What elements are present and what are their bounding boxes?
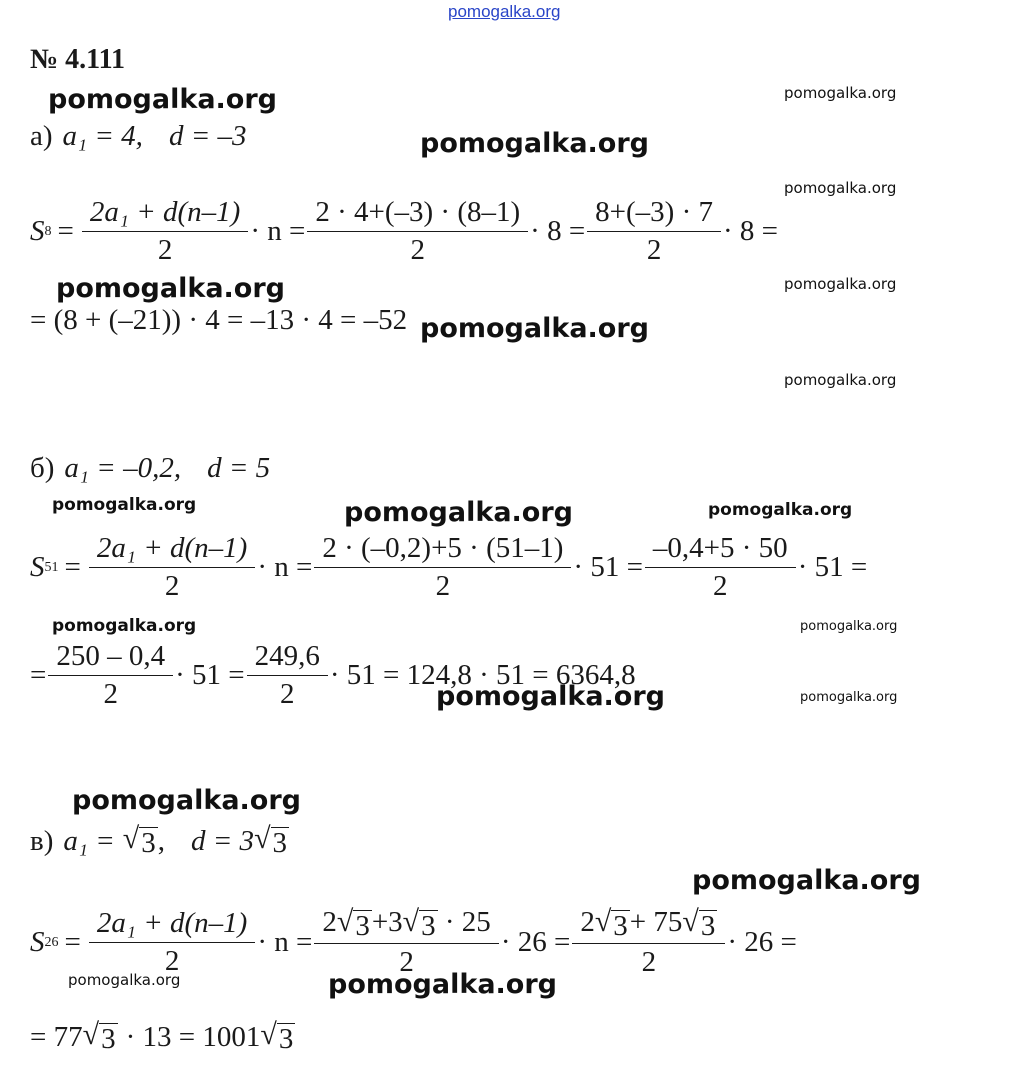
fraction: $\frac{\text{2a₁ + d(n–1)}}{2}$ [86, 196, 244, 267]
part-a-result [30, 304, 407, 337]
fraction: $\frac{8+(-3) \cdot 7}{2}$ [591, 196, 717, 267]
watermark: pomogalka.org [68, 971, 181, 989]
part-b-result [30, 640, 636, 711]
watermark: pomogalka.org [800, 619, 898, 634]
part-label: б) [30, 452, 55, 484]
fraction: $\frac{250 - 0,4}{2}$ [52, 640, 169, 711]
part-a-formula: S 8 = $\frac{\text{2a₁ + d(n–1)}}{2}$ · n = $\frac{2 \cdot 4+(-3) \cdot (8-1)}{2}$ · 8 = $\frac{8+(-3) \cdot 7}{2}$ · 8 = [30, 196, 779, 266]
operator: · n = [257, 926, 313, 959]
watermark: pomogalka.org [784, 179, 897, 197]
watermark: pomogalka.org [344, 497, 573, 528]
operator: · 26 = [727, 926, 797, 959]
watermark: pomogalka.org [420, 313, 649, 344]
watermark: pomogalka.org [52, 616, 197, 636]
watermark: pomogalka.org [48, 84, 277, 115]
sum-symbol: S [30, 926, 45, 959]
watermark: pomogalka.org [784, 371, 897, 389]
result-text: = 77 [30, 1020, 83, 1053]
given-a1: a₁ = 4, [62, 120, 143, 152]
fraction: $\frac{2 \cdot 4+(-3) \cdot (8-1)}{2}$ [311, 196, 524, 267]
operator: · 8 = [723, 215, 779, 247]
watermark: pomogalka.org [328, 969, 557, 1000]
sqrt-symbol: √ 3 [82, 1018, 116, 1055]
part-b-formula: S 51 = $\frac{\text{2a₁ + d(n–1)}}{2}$ · n = $\frac{2 \cdot (-0,2)+5 \cdot (51-1)}{2}$ · 51 = $\frac{-0,4+5 \cdot 50}{2}$ · 51 = [30, 532, 868, 602]
watermark: pomogalka.org [708, 500, 853, 520]
given-a1: a₁ = –0,2, [64, 452, 182, 484]
watermark-top-link[interactable]: pomogalka.org [448, 2, 561, 21]
watermark: pomogalka.org [56, 273, 285, 304]
operator: = [30, 659, 47, 691]
part-label: в) [30, 824, 54, 857]
watermark: pomogalka.org [52, 495, 197, 515]
problem-number: № 4.111 [30, 44, 126, 75]
part-b-given [30, 452, 270, 485]
part-v-result [30, 1020, 295, 1054]
result-text: = (8 + (–21)) · 4 = –13 · 4 = –52 [30, 304, 408, 336]
operator: · 26 = [500, 926, 571, 959]
fraction: $\frac{\text{2a₁ + d(n–1)}}{2}$ [93, 907, 251, 978]
comma: , [157, 824, 165, 857]
operator: · 8 = [530, 215, 586, 247]
given-d: d = 5 [207, 452, 271, 484]
fraction: $\frac{249,6}{2}$ [251, 640, 324, 711]
part-v-given [30, 824, 289, 858]
sqrt-symbol: √ 3 [254, 822, 288, 859]
result-text: · 13 = 1001 [125, 1020, 261, 1053]
watermark: pomogalka.org [692, 865, 921, 896]
sum-symbol: S [30, 551, 45, 583]
part-label: а) [30, 120, 53, 152]
watermark: pomogalka.org [800, 690, 898, 705]
operator: · 51 = [175, 659, 245, 691]
operator: · n = [257, 551, 313, 583]
watermark: pomogalka.org [72, 785, 301, 816]
watermark: pomogalka.org [436, 681, 665, 712]
fraction: $\frac{2 \cdot (-0,2)+5 \cdot (51-1)}{2}$ [318, 532, 567, 603]
fraction: $\frac{\text{2a₁ + d(n–1)}}{2}$ [93, 532, 251, 603]
sum-subscript: 8 [44, 223, 52, 239]
watermark: pomogalka.org [420, 128, 649, 159]
part-v-formula: S 26 = $\frac{\text{2a₁ + d(n–1)}}{2}$ · n = 2 √ 3 +3 √ 3 · 25 2 · 26 = 2 √ 3 + 75 √ 3 2 · 26 = [30, 905, 797, 979]
watermark: pomogalka.org [784, 84, 897, 102]
fraction: 2 √ 3 +3 √ 3 · 25 2 [318, 906, 494, 979]
given-d: d = 3 [190, 824, 255, 857]
result-text: · 51 = 124,8 · 51 = 6364,8 [329, 659, 636, 691]
sum-symbol: S [30, 215, 45, 247]
fraction: 2 √ 3 + 75 √ 3 2 [576, 906, 721, 979]
watermark: pomogalka.org [784, 275, 897, 293]
given-a1: a₁ = [63, 824, 115, 857]
given-d: d = –3 [168, 120, 247, 152]
operator: · 51 = [797, 551, 868, 583]
operator: · n = [250, 215, 306, 247]
sqrt-symbol: √ 3 [122, 822, 156, 859]
sum-subscript: 51 [44, 559, 59, 575]
operator: · 51 = [573, 551, 643, 583]
sqrt-symbol: √ 3 [260, 1018, 294, 1055]
sum-subscript: 26 [44, 934, 59, 950]
part-a-given [30, 120, 247, 153]
fraction: $\frac{-0,4+5 \cdot 50}{2}$ [649, 532, 792, 603]
